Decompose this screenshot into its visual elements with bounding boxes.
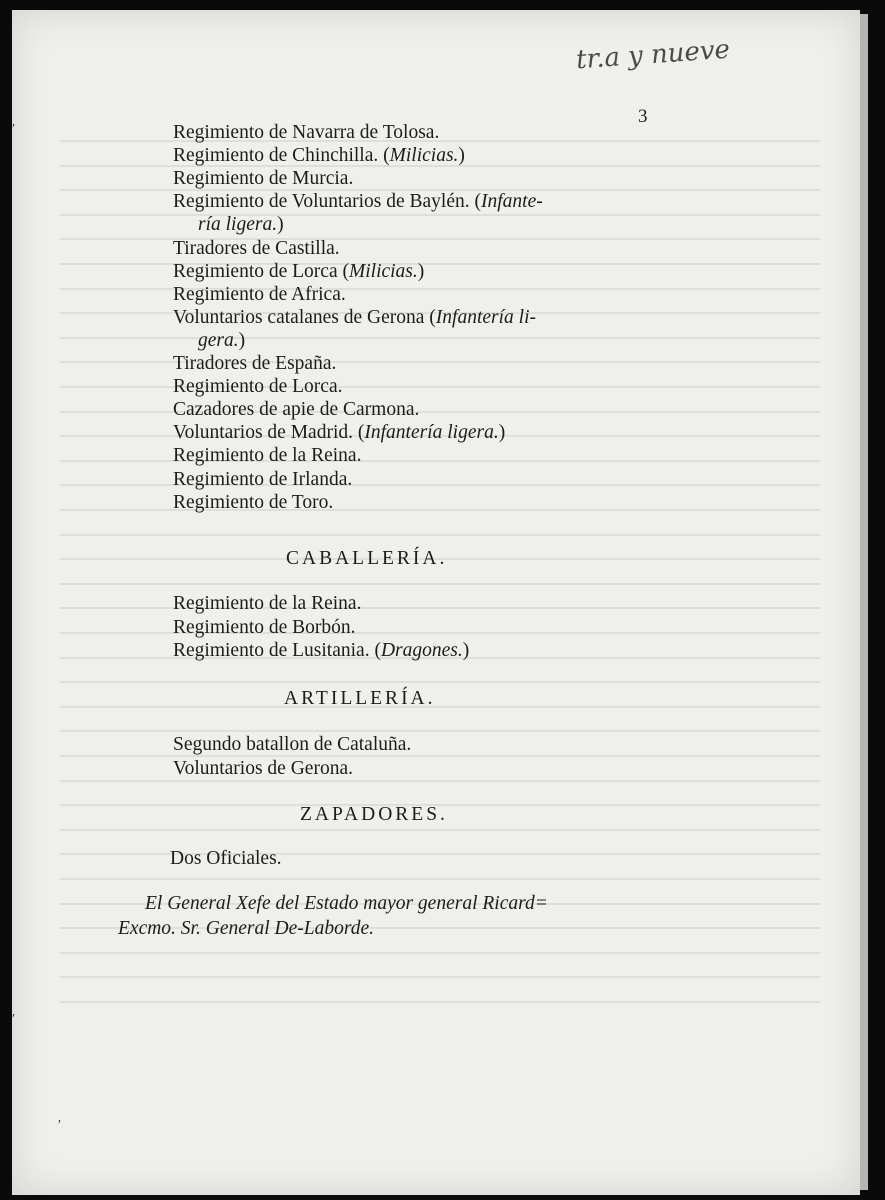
line-italic-text: Milicias. [348,260,418,282]
infantry-line [173,492,333,514]
line-closing-text: ) [238,329,246,351]
infantry-line [173,307,536,329]
signature-line-2: Excmo. Sr. General De-Laborde. [118,918,374,939]
sappers-heading: ZAPADORES. [300,804,448,825]
line-text: Tiradores de Castilla. [173,237,340,259]
infantry-line [173,469,352,491]
line-text: Regimiento de la Reina. [173,445,362,467]
line-closing-text: ) [458,145,465,167]
line-text: Regimiento de Lorca ( [173,260,349,282]
line-text: Regimiento de Navarra de Tolosa. [173,122,440,143]
cavalry-line [173,593,361,615]
line-italic-text: Dragones. [380,640,463,661]
cavalry-line [173,640,469,662]
line-closing-text: ) [462,640,470,661]
line-text: Regimiento de Lorca. [173,376,343,398]
line-text: Dos Oficiales. [170,848,282,869]
line-italic-text: Milicias. [389,145,459,167]
infantry-line [173,261,424,283]
infantry-line [173,238,340,260]
line-italic-text: ría ligera. [198,214,278,236]
cavalry-heading: CABALLERÍA. [286,548,448,569]
line-text: Voluntarios catalanes de Gerona ( [173,306,436,328]
line-text: Regimiento de Africa. [173,283,346,305]
infantry-line [173,191,543,213]
cavalry-line [173,617,356,639]
line-text: Voluntarios de Gerona. [173,757,353,779]
infantry-line [173,422,505,444]
infantry-line [173,445,361,467]
line-text: Tiradores de España. [173,353,337,374]
line-closing-text: ) [277,214,284,236]
handwritten-note: tr.a y nueve [575,34,731,76]
line-text: Regimiento de la Reina. [173,593,362,614]
margin-mark: ′ [12,1012,16,1027]
signature-line-1: El General Xefe del Estado mayor general Ricard= [145,893,548,914]
line-text: Cazadores de apie de Carmona. [173,399,420,421]
line-text: Regimiento de Murcia. [173,168,354,190]
line-text: Regimiento de Voluntarios de Baylén. ( [173,191,481,213]
line-text: Regimiento de Lusitania. ( [173,640,381,661]
page-number: 3 [638,106,648,127]
infantry-line [173,145,465,167]
line-text: Regimiento de Toro. [173,491,334,513]
line-italic-text: Infante- [480,191,543,213]
infantry-line [198,214,284,236]
line-closing-text: ) [417,260,425,282]
infantry-line [198,330,245,352]
line-italic-text: Infantería li- [435,306,536,328]
sappers-line [170,848,282,870]
margin-mark: ′ [58,1118,62,1133]
line-closing-text: ) [498,422,506,444]
infantry-line [173,376,342,398]
artillery-line [173,758,353,780]
line-text: Regimiento de Chinchilla. ( [173,145,390,167]
infantry-line [173,122,439,144]
margin-mark: ′ [12,122,16,137]
artillery-heading: ARTILLERÍA. [284,688,436,709]
infantry-line [173,168,353,190]
line-italic-text: gera. [198,329,239,351]
infantry-line [173,399,419,421]
artillery-line [173,734,411,756]
infantry-line [173,353,336,375]
line-text: Voluntarios de Madrid. ( [173,422,365,444]
line-text: Regimiento de Borbón. [173,616,356,638]
infantry-line [173,284,346,306]
line-text: Segundo batallon de Cataluña. [173,734,412,755]
line-italic-text: Infantería ligera. [364,422,499,444]
line-text: Regimiento de Irlanda. [173,468,353,490]
